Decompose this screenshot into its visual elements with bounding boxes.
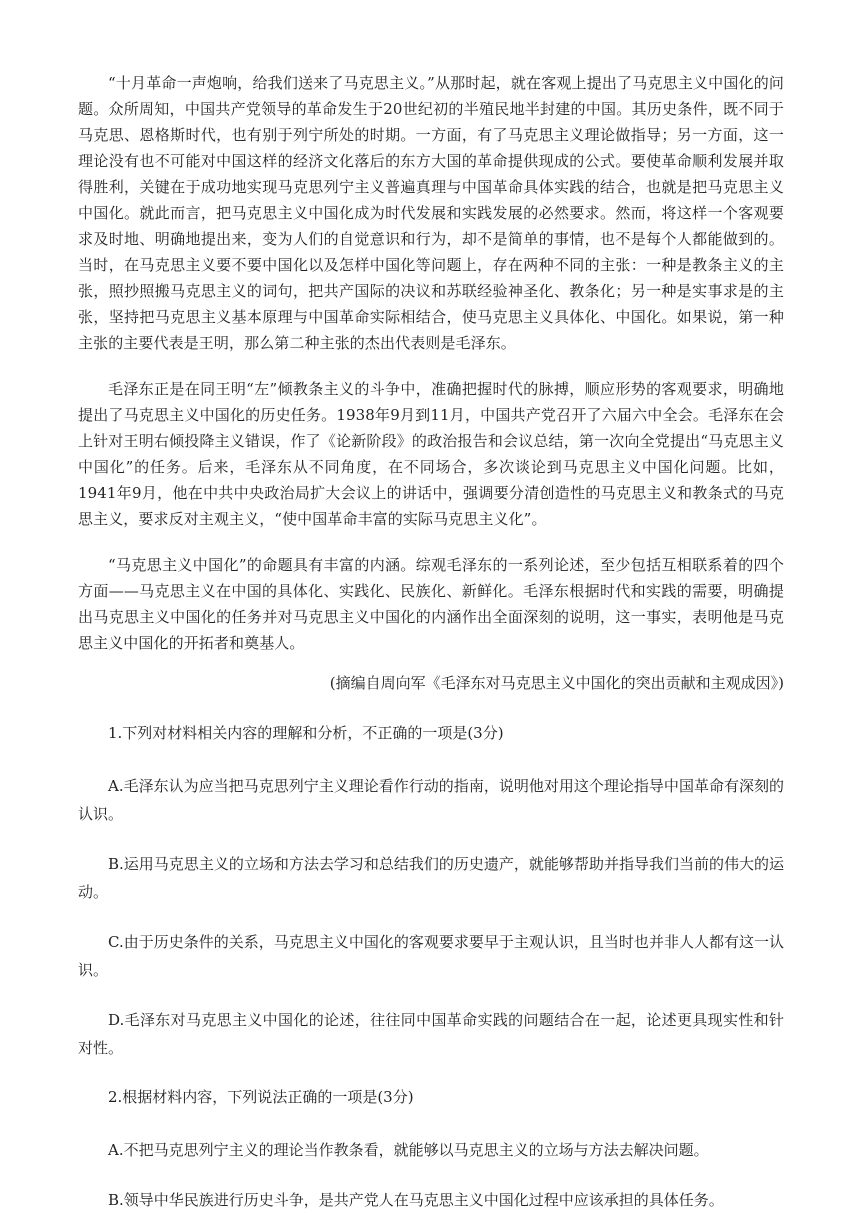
- source-citation: (摘编自周向军《毛泽东对马克思主义中国化的突出贡献和主观成因》): [329, 674, 784, 692]
- question-1-option-b: B.运用马克思主义的立场和方法去学习和总结我们的历史遗产，就能够帮助并指导我们当前的伟大的运动。: [78, 855, 784, 901]
- passage-paragraph-1: “十月革命一声炮响，给我们送来了马克思主义。”从那时起，就在客观上提出了马克思主义中国化的问题。众所周知，中国共产党领导的革命发生于20世纪初的半殖民地半封建的中国。其历史条件，既不同于马克思、恩格斯时代，也有别于列宁所处的时期。一方面，有了马克思主义理论做指导；另一方面，这一理论没有也不可能对中国这样的经济文化落后的东方大国的革命提供现成的公式。要使革命顺利发展并取得胜利，关键在于成功地实现马克思列宁主义普遍真理与中国革命具体实践的结合，也就是把马克思主义中国化。就此而言，把马克思主义中国化成为时代发展和实践发展的必然要求。然而，将这样一个客观要求及时地、明确地提出来，变为人们的自觉意识和行为，却不是简单的事情，也不是每个人都能做到的。当时，在马克思主义要不要中国化以及怎样中国化等问题上，存在两种不同的主张：一种是教条主义的主张，照抄照搬马克思主义的词句，把共产国际的决议和苏联经验神圣化、教条化；另一种是实事求是的主张，坚持把马克思主义基本原理与中国革命实际相结合，使马克思主义具体化、中国化。如果说，第一种主张的主要代表是王明，那么第二种主张的杰出代表则是毛泽东。: [78, 74, 784, 352]
- question-1-option-d: D.毛泽东对马克思主义中国化的论述，往往同中国革命实践的问题结合在一起，论述更具现实性和针对性。: [78, 1011, 784, 1057]
- question-2-option-a: A.不把马克思列宁主义的理论当作教条看，就能够以马克思主义的立场与方法去解决问题。: [108, 1141, 709, 1159]
- document-page: [78, 70, 784, 1214]
- question-1-stem: 1.下列对材料相关内容的理解和分析，不正确的一项是(3分): [108, 724, 504, 742]
- question-1-option-a: A.毛泽东认为应当把马克思列宁主义理论看作行动的指南，说明他对用这个理论指导中国革命有深刻的认识。: [78, 777, 784, 823]
- passage-paragraph-3: “马克思主义中国化”的命题具有丰富的内涵。综观毛泽东的一系列论述，至少包括互相联系着的四个方面——马克思主义在中国的具体化、实践化、民族化、新鲜化。毛泽东根据时代和实践的需要，明确提出马克思主义中国化的任务并对马克思主义中国化的内涵作出全面深刻的说明，这一事实，表明他是马克思主义中国化的开拓者和奠基人。: [78, 556, 784, 652]
- passage-paragraph-2: 毛泽东正是在同王明“左”倾教条主义的斗争中，准确把握时代的脉搏，顺应形势的客观要求，明确地提出了马克思主义中国化的历史任务。1938年9月到11月，中国共产党召开了六届六中全会。毛泽东在会上针对王明右倾投降主义错误，作了《论新阶段》的政治报告和会议总结，第一次向全党提出“马克思主义中国化”的任务。后来，毛泽东从不同角度，在不同场合，多次谈论到马克思主义中国化问题。比如，1941年9月，他在中共中央政治局扩大会议上的讲话中，强调要分清创造性的马克思主义和教条式的马克思主义，要求反对主观主义，“使中国革命丰富的实际马克思主义化”。: [78, 380, 784, 528]
- question-2-option-b: B.领导中华民族进行历史斗争，是共产党人在马克思主义中国化过程中应该承担的具体任务。: [108, 1191, 724, 1209]
- question-1-option-c: C.由于历史条件的关系，马克思主义中国化的客观要求要早于主观认识，且当时也并非人人都有这一认识。: [78, 933, 784, 979]
- question-2-stem: 2.根据材料内容，下列说法正确的一项是(3分): [108, 1088, 414, 1106]
